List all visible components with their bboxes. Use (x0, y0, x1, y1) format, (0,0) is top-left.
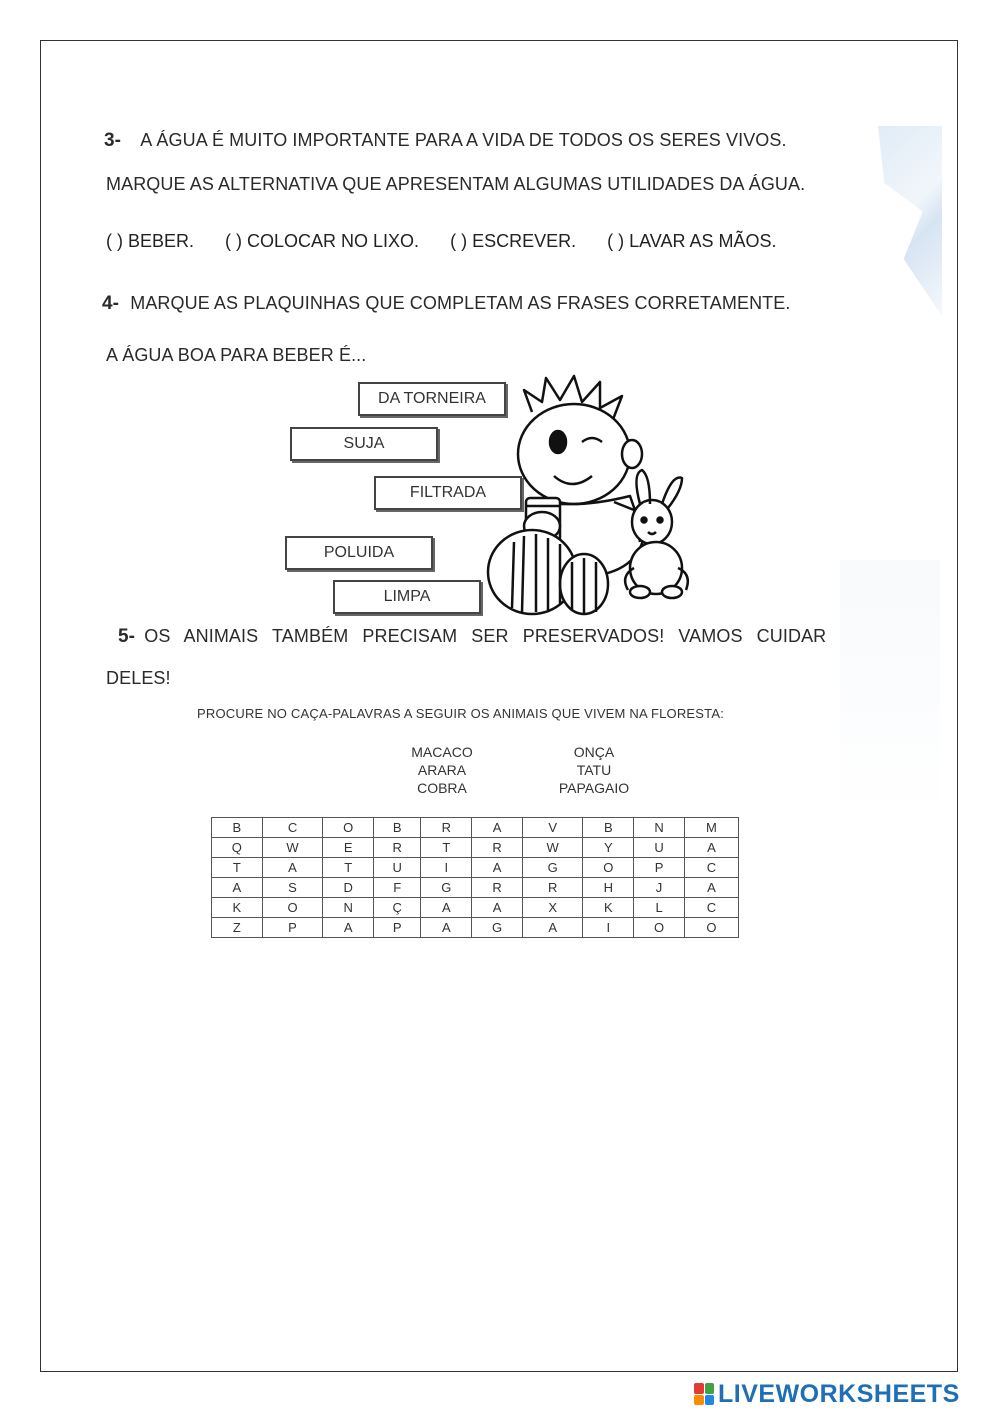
grid-cell[interactable]: I (583, 918, 634, 938)
grid-cell[interactable]: B (583, 818, 634, 838)
grid-cell[interactable]: N (323, 898, 374, 918)
logo-badge-icon (694, 1383, 714, 1405)
grid-cell[interactable]: A (212, 878, 263, 898)
grid-cell[interactable]: M (684, 818, 738, 838)
grid-cell[interactable]: A (472, 858, 523, 878)
q3-text-1: A ÁGUA É MUITO IMPORTANTE PARA A VIDA DE TODOS OS SERES VIVOS. (140, 130, 787, 150)
grid-cell[interactable]: O (583, 858, 634, 878)
logo-text: LIVEWORKSHEETS (718, 1379, 960, 1408)
grid-cell[interactable]: O (262, 898, 323, 918)
grid-cell[interactable]: Z (212, 918, 263, 938)
q3-line2: MARQUE AS ALTERNATIVA QUE APRESENTAM ALGUMAS UTILIDADES DA ÁGUA. (106, 174, 806, 194)
grid-cell[interactable]: P (374, 918, 421, 938)
grid-cell[interactable]: C (684, 898, 738, 918)
q3-line1 (104, 130, 787, 152)
grid-cell[interactable]: A (522, 918, 583, 938)
grid-cell[interactable]: D (323, 878, 374, 898)
q5-text-1: OS ANIMAIS TAMBÉM PRECISAM SER PRESERVADOS! VAMOS CUIDAR (144, 626, 827, 646)
q4-number: 4- (102, 293, 120, 314)
q5-number: 5- (118, 626, 136, 647)
grid-cell[interactable]: Ç (374, 898, 421, 918)
grid-cell[interactable]: P (634, 858, 685, 878)
word-macaco: MACACO (411, 744, 473, 760)
grid-cell[interactable]: W (522, 838, 583, 858)
grid-cell[interactable]: R (522, 878, 583, 898)
grid-cell[interactable]: R (472, 878, 523, 898)
grid-cell[interactable]: E (323, 838, 374, 858)
grid-cell[interactable]: O (634, 918, 685, 938)
grid-cell[interactable]: X (522, 898, 583, 918)
grid-cell[interactable]: U (634, 838, 685, 858)
child-illustration (484, 372, 706, 617)
word-list-right (544, 743, 644, 797)
sign-filtrada[interactable]: FILTRADA (374, 476, 522, 510)
grid-cell[interactable]: A (684, 878, 738, 898)
decorative-shade (840, 560, 940, 820)
grid-cell[interactable]: G (472, 918, 523, 938)
grid-cell[interactable]: L (634, 898, 685, 918)
grid-cell[interactable]: V (522, 818, 583, 838)
grid-cell[interactable]: G (421, 878, 472, 898)
word-search-grid (211, 817, 739, 938)
grid-cell[interactable]: A (472, 898, 523, 918)
grid-cell[interactable]: P (262, 918, 323, 938)
grid-cell[interactable]: G (522, 858, 583, 878)
grid-cell[interactable]: Q (212, 838, 263, 858)
word-papagaio: PAPAGAIO (558, 780, 630, 796)
grid-row (212, 838, 739, 858)
grid-cell[interactable]: A (262, 858, 323, 878)
q3-options (106, 231, 803, 252)
grid-row (212, 918, 739, 938)
grid-cell[interactable]: Y (583, 838, 634, 858)
word-tatu: TATU (576, 762, 612, 778)
liveworksheets-logo (694, 1380, 960, 1408)
grid-cell[interactable]: K (583, 898, 634, 918)
grid-row (212, 898, 739, 918)
word-list-left (392, 743, 492, 797)
grid-cell[interactable]: C (262, 818, 323, 838)
grid-cell[interactable]: C (684, 858, 738, 878)
grid-cell[interactable]: N (634, 818, 685, 838)
q3-option-beber[interactable]: ( ) BEBER. (106, 231, 195, 251)
grid-cell[interactable]: K (212, 898, 263, 918)
q4-prompt: MARQUE AS PLAQUINHAS QUE COMPLETAM AS FRASES CORRETAMENTE. (130, 293, 791, 313)
grid-cell[interactable]: F (374, 878, 421, 898)
word-cobra: COBRA (417, 780, 467, 796)
grid-cell[interactable]: W (262, 838, 323, 858)
grid-cell[interactable]: A (323, 918, 374, 938)
sign-da-torneira[interactable]: DA TORNEIRA (358, 382, 506, 416)
grid-cell[interactable]: T (212, 858, 263, 878)
grid-cell[interactable]: J (634, 878, 685, 898)
sign-suja[interactable]: SUJA (290, 427, 438, 461)
q5-instruction: PROCURE NO CAÇA-PALAVRAS A SEGUIR OS ANIMAIS QUE VIVEM NA FLORESTA: (197, 706, 725, 721)
grid-cell[interactable]: A (472, 818, 523, 838)
grid-cell[interactable]: A (684, 838, 738, 858)
q3-option-escrever[interactable]: ( ) ESCREVER. (450, 231, 577, 251)
grid-cell[interactable]: O (323, 818, 374, 838)
q3-option-lavar[interactable]: ( ) LAVAR AS MÃOS. (607, 231, 777, 251)
word-arara: ARARA (417, 762, 467, 778)
grid-cell[interactable]: R (374, 838, 421, 858)
q5-text-2: DELES! (106, 668, 171, 688)
word-onca: ONÇA (573, 744, 615, 760)
grid-cell[interactable]: S (262, 878, 323, 898)
grid-cell[interactable]: U (374, 858, 421, 878)
grid-cell[interactable]: T (323, 858, 374, 878)
grid-cell[interactable]: I (421, 858, 472, 878)
q5-line1-wrap (118, 626, 826, 648)
grid-cell[interactable]: T (421, 838, 472, 858)
q3-number: 3- (104, 130, 122, 151)
q4-sentence: A ÁGUA BOA PARA BEBER É... (106, 345, 367, 365)
q4-line (102, 293, 790, 315)
grid-cell[interactable]: R (472, 838, 523, 858)
grid-cell[interactable]: B (212, 818, 263, 838)
q3-option-lixo[interactable]: ( ) COLOCAR NO LIXO. (225, 231, 420, 251)
grid-cell[interactable]: B (374, 818, 421, 838)
grid-cell[interactable]: A (421, 918, 472, 938)
grid-cell[interactable]: H (583, 878, 634, 898)
grid-row (212, 878, 739, 898)
grid-cell[interactable]: O (684, 918, 738, 938)
sign-limpa[interactable]: LIMPA (333, 580, 481, 614)
grid-cell[interactable]: A (421, 898, 472, 918)
grid-cell[interactable]: R (421, 818, 472, 838)
sign-poluida[interactable]: POLUIDA (285, 536, 433, 570)
grid-row (212, 818, 739, 838)
grid-row (212, 858, 739, 878)
